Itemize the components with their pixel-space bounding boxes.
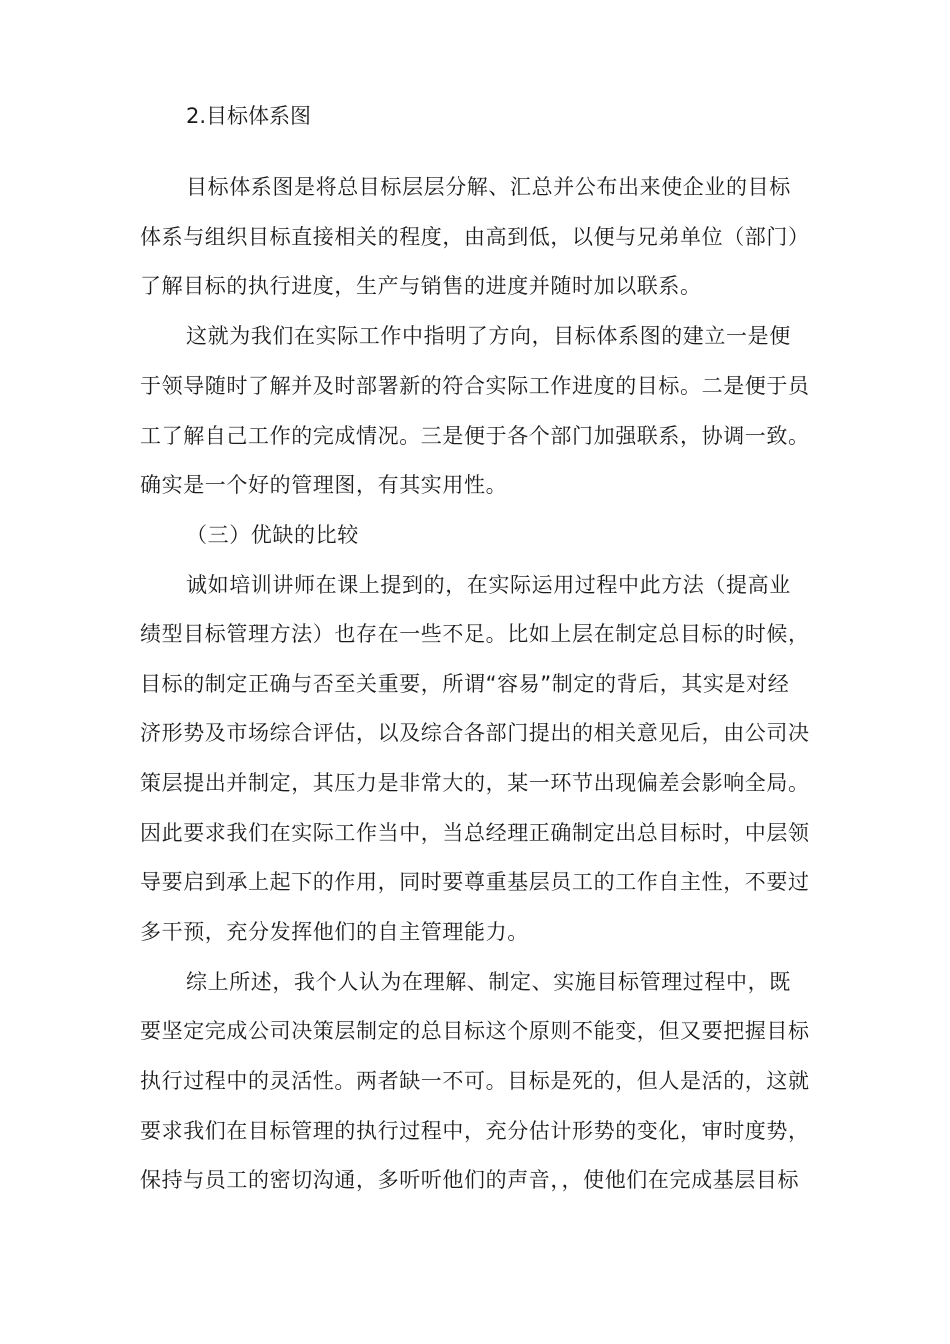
paragraph-4-line-4: 要求我们在目标管理的执行过程中，充分估计形势的变化，审时度势，: [140, 1119, 810, 1143]
section-heading-target-system-diagram: 2.目标体系图: [186, 104, 312, 128]
paragraph-3-line-1: 诚如培训讲师在课上提到的，在实际运用过程中此方法（提高业: [186, 573, 791, 597]
paragraph-3-line-7: 导要启到承上起下的作用，同时要尊重基层员工的工作自主性，不要过: [140, 870, 810, 894]
paragraph-1-line-2: 体系与组织目标直接相关的程度，由高到低，以便与兄弟单位（部门）: [140, 225, 810, 249]
paragraph-3-line-4: 济形势及市场综合评估，以及综合各部门提出的相关意见后，由公司决: [140, 721, 810, 745]
paragraph-4-line-1: 综上所述，我个人认为在理解、制定、实施目标管理过程中，既: [186, 970, 791, 994]
paragraph-2-line-2: 于领导随时了解并及时部署新的符合实际工作进度的目标。二是便于员: [140, 374, 810, 398]
paragraph-4-line-5: 保持与员工的密切沟通，多听听他们的声音，，使他们在完成基层目标: [140, 1168, 800, 1192]
paragraph-3-line-2: 绩型目标管理方法）也存在一些不足。比如上层在制定总目标的时候，: [140, 622, 810, 646]
paragraph-4-line-2: 要坚定完成公司决策层制定的总目标这个原则不能变，但又要把握目标: [140, 1019, 810, 1043]
paragraph-2-line-3: 工了解自己工作的完成情况。三是便于各个部门加强联系，协调一致。: [140, 424, 810, 448]
paragraph-1-line-1: 目标体系图是将总目标层层分解、汇总并公布出来使企业的目标: [186, 175, 791, 199]
paragraph-3-line-8: 多干预，充分发挥他们的自主管理能力。: [140, 920, 529, 944]
paragraph-3-line-5: 策层提出并制定，其压力是非常大的，某一环节出现偏差会影响全局。: [140, 771, 810, 795]
paragraph-2-line-4: 确实是一个好的管理图，有其实用性。: [140, 473, 508, 497]
paragraph-2-line-1: 这就为我们在实际工作中指明了方向，目标体系图的建立一是便: [186, 324, 791, 348]
paragraph-3-line-6: 因此要求我们在实际工作当中，当总经理正确制定出总目标时，中层领: [140, 821, 810, 845]
paragraph-3-line-3: 目标的制定正确与否至关重要，所谓“容易”制定的背后，其实是对经: [140, 672, 790, 696]
section-heading-pros-cons: （三）优缺的比较: [186, 523, 359, 547]
paragraph-4-line-3: 执行过程中的灵活性。两者缺一不可。目标是死的，但人是活的，这就: [140, 1069, 810, 1093]
paragraph-1-line-3: 了解目标的执行进度，生产与销售的进度并随时加以联系。: [140, 274, 702, 298]
